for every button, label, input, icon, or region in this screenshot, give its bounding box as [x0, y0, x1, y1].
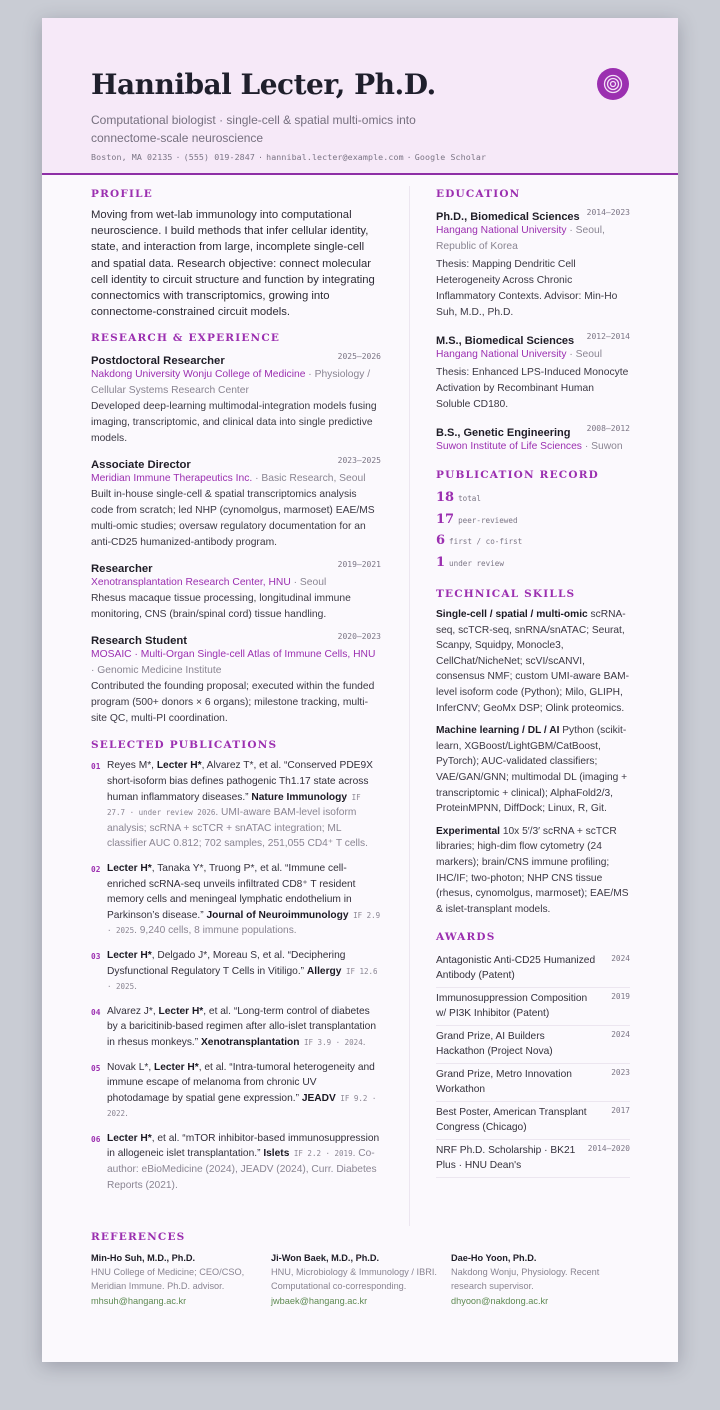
record-label: first / co-first: [449, 537, 523, 546]
skill-category: Machine learning / DL / AI: [436, 725, 560, 737]
publication-journal: Xenotransplantation: [201, 1036, 300, 1048]
award-year: 2024: [611, 1030, 630, 1040]
job-date: 2019–2021: [337, 560, 381, 570]
reference-email[interactable]: mhsuh@hangang.ac.kr: [91, 1295, 187, 1306]
reference-description: HNU College of Medicine; CEO/CSO, Meridian Immune. Ph.D. advisor.: [91, 1267, 245, 1292]
reference-description: HNU, Microbiology & Immunology / IBRI. Computational co-corresponding.: [271, 1267, 437, 1292]
references-section: [91, 1231, 631, 1308]
publication-impact: IF 2.9 · 2025: [107, 910, 381, 936]
education-header: [436, 423, 630, 439]
award-item: [436, 1102, 630, 1140]
publication-note: .: [134, 981, 137, 993]
organization-name: Nakdong University Wonju College of Medicine: [91, 369, 306, 381]
skill-list: Python (scikit-learn, XGBoost/LightGBM/CatBoost, PyTorch); AUC-validated classifiers; VAE/GAN/GNN; multimodal DL (imaging + transcriptomic + clinical); AlphaFold2/3, ProteinMPNN, DiffDock; Linux, R, Git.: [436, 725, 628, 815]
publication-item: [91, 758, 381, 852]
education-list: [436, 207, 630, 455]
publication-self-author: Lecter H*: [154, 1061, 199, 1073]
job-title: Researcher: [91, 563, 153, 576]
publication-note: . 9,240 cells, 8 immune populations.: [134, 925, 297, 937]
job-organization: [91, 471, 381, 487]
record-count: 1: [436, 554, 446, 570]
job-date: 2023–2025: [337, 456, 381, 466]
experience-item: [91, 351, 381, 447]
publication-authors-before: Reyes M*,: [107, 760, 157, 772]
award-item: [436, 950, 630, 988]
publication-title: , Delgado J*, Moreau S, et al. “Deciphering Dysfunctional Regulatory T Cells in Vitiligo.”: [107, 949, 346, 977]
award-item: [436, 1026, 630, 1064]
job-description: Contributed the founding proposal; executed within the funded program (500+ donors × 6 organs); milestone tracking, multi-site QC, multi-PI coordination.: [91, 681, 375, 725]
publication-number: 06: [91, 1134, 101, 1144]
award-name: Immunosuppression Composition w/ PI3K Inhibitor (Patent): [436, 993, 588, 1020]
references-heading: REFERENCES: [91, 1231, 186, 1243]
award-name: Grand Prize, Metro Innovation Workathon: [436, 1069, 572, 1096]
record-count: 18: [436, 490, 455, 505]
education-header: [436, 331, 630, 347]
organization-department: · Seoul: [290, 577, 327, 589]
publication-number: 01: [91, 762, 101, 772]
record-count: 6: [436, 533, 446, 548]
experience-header: [91, 455, 381, 471]
contact-line: Boston, MA 02135 · (555) 019-2847 · hannibal.lecter@example.com · Google Scholar: [91, 152, 487, 162]
organization-name: Meridian Immune Therapeutics Inc.: [91, 473, 253, 485]
experience-header: [91, 559, 381, 575]
reference-email[interactable]: dhyoon@nakdong.ac.kr: [451, 1295, 549, 1306]
education-item: [436, 423, 630, 455]
record-label: peer-reviewed: [458, 515, 518, 525]
publication-record-row: [436, 553, 630, 575]
skill-category: Single-cell / spatial / multi-omic: [436, 609, 588, 620]
publications-list: [91, 758, 381, 1193]
award-item: [436, 988, 630, 1026]
publication-self-author: Lecter H*: [156, 760, 202, 772]
job-title: Research Student: [91, 635, 188, 648]
column-divider: [409, 186, 410, 1226]
experience-list: [91, 351, 381, 727]
publication-journal: Allergy: [306, 965, 342, 977]
publication-self-author: Lecter H*: [158, 1005, 204, 1017]
publication-record-row: [436, 531, 630, 553]
job-description: Developed deep-learning multimodal-integration models fusing imaging, transcriptomic, and clinical data into single predictive models.: [91, 401, 377, 445]
organization-name: MOSAIC · Multi-Organ Single-cell Atlas of Immune Cells, HNU: [91, 649, 376, 661]
award-item: [436, 1064, 630, 1102]
award-year: 2017: [611, 1106, 630, 1116]
publication-self-author: Lecter H*: [107, 949, 152, 961]
contact-email[interactable]: hannibal.lecter@example.com: [266, 152, 404, 162]
right-column: [436, 188, 630, 1178]
education-date: 2012–2014: [586, 332, 630, 341]
award-year: 2019: [611, 992, 630, 1002]
school-name: Hangang National University: [436, 349, 567, 360]
left-column: [91, 188, 381, 1202]
record-label: under review: [449, 558, 504, 568]
publication-impact: IF 12.6 · 2025: [107, 966, 378, 992]
resume-page: [42, 18, 678, 1362]
publication-record-row: [436, 510, 630, 532]
school-location: · Seoul: [566, 349, 602, 360]
school-location: · Seoul, Republic of Korea: [436, 225, 605, 252]
publication-record-row: [436, 488, 630, 510]
education-item: [436, 207, 630, 321]
school-name: Hangang National University: [436, 225, 567, 236]
publication-journal: JEADV: [301, 1092, 336, 1104]
publication-item: [91, 861, 381, 939]
candidate-name: Hannibal Lecter, Ph.D.: [91, 68, 436, 101]
contact-phone: (555) 019-2847: [183, 152, 255, 162]
google-scholar-link[interactable]: Google Scholar: [414, 152, 487, 162]
publication-impact: IF 2.2 · 2019: [289, 1149, 353, 1159]
reference-item: [271, 1251, 451, 1308]
reference-name: Dae-Ho Yoon, Ph.D.: [451, 1253, 537, 1263]
publication-number: 03: [91, 951, 101, 961]
skill-group: [436, 607, 630, 716]
publication-authors-before: Novak L*,: [107, 1061, 154, 1073]
publication-number: 04: [91, 1007, 101, 1017]
publication-title: , Alvarez T*, et al. “Conserved PDE9X short-isoform bias defines pathogenic Th1.17 state across human inflammatory diseases.”: [107, 760, 373, 803]
record-count: 17: [436, 511, 455, 527]
publication-note: .: [362, 1036, 366, 1048]
award-name: Grand Prize, AI Builders Hackathon (Project Nova): [436, 1031, 553, 1058]
publication-impact: IF 27.7 · under review 2026: [107, 792, 361, 818]
job-organization: [91, 647, 381, 679]
publication-number: 05: [91, 1063, 101, 1073]
publication-item: [91, 948, 381, 995]
school-line: [436, 439, 630, 455]
job-organization: [91, 575, 381, 591]
degree: B.S., Genetic Engineering: [436, 427, 571, 439]
publication-title: , et al. “mTOR inhibitor-based immunosuppression in allogeneic islet transplantation.”: [107, 1132, 380, 1160]
publication-item: [91, 1060, 381, 1122]
publication-note: . UMI-aware BAM-level isoform analysis; scRNA + scTCR + snATAC integration; ML classifier AUC 0.812; 702 samples, 251,055 CD4⁺ T cells.: [107, 807, 368, 850]
experience-item: [91, 559, 381, 623]
school-location: · Suwon: [581, 441, 623, 452]
job-date: 2025–2026: [337, 352, 381, 362]
organization-name: Xenotransplantation Research Center, HNU: [91, 577, 291, 589]
reference-email[interactable]: jwbaek@hangang.ac.kr: [271, 1295, 368, 1306]
experience-heading: RESEARCH & EXPERIENCE: [91, 332, 281, 345]
concentric-circles-icon: [597, 68, 629, 100]
publication-impact: IF 9.2 · 2022: [107, 1093, 377, 1119]
organization-department: · Genomic Medicine Institute: [91, 665, 222, 677]
reference-name: Ji-Won Baek, M.D., Ph.D.: [271, 1253, 380, 1263]
publication-title: , et al. “Long-term control of diabetes by a baricitinib-based regimen after allo-islet transplantation in rhesus monkeys.”: [107, 1005, 376, 1048]
publication-authors-before: Alvarez J*,: [107, 1005, 159, 1017]
publications-heading: SELECTED PUBLICATIONS: [91, 739, 278, 752]
reference-item: [91, 1251, 271, 1308]
skills-heading: TECHNICAL SKILLS: [436, 588, 576, 600]
award-name: Antagonistic Anti-CD25 Humanized Antibody (Patent): [436, 955, 596, 982]
organization-department: · Basic Research, Seoul: [252, 473, 366, 485]
degree: Ph.D., Biomedical Sciences: [436, 211, 580, 223]
skills-list: [436, 607, 630, 917]
header: [42, 18, 678, 175]
thesis: Thesis: Enhanced LPS-Induced Monocyte Activation by Recombinant Human Soluble CD180.: [436, 367, 629, 410]
reference-description: Nakdong Wonju, Physiology. Recent research supervisor.: [451, 1267, 600, 1292]
award-item: [436, 1140, 630, 1178]
job-description: Rhesus macaque tissue processing, longitudinal immune monitoring, CNS (brain/spinal cord) tissue handling.: [91, 593, 351, 621]
award-year: 2023: [611, 1068, 630, 1078]
publication-note: .: [125, 1108, 128, 1120]
award-name: Best Poster, American Transplant Congress (Chicago): [436, 1107, 587, 1134]
award-year: 2024: [611, 954, 630, 964]
education-item: [436, 331, 630, 413]
degree: M.S., Biomedical Sciences: [436, 335, 575, 347]
awards-list: [436, 950, 630, 1178]
skill-group: [436, 824, 630, 918]
publication-journal: Journal of Neuroimmunology: [206, 909, 349, 921]
job-description: Built in-house single-cell & spatial transcriptomics analysis code from scratch; led NHP (cynomolgus, marmoset) EAE/MS multi-omic studies; oversaw regulatory documentation for an anti-CD25 humanized-antibody program.: [91, 489, 375, 549]
publication-self-author: Lecter H*: [107, 1132, 152, 1144]
award-name: NRF Ph.D. Scholarship · BK21 Plus · HNU Dean's: [436, 1145, 576, 1172]
education-header: [436, 207, 630, 223]
awards-heading: AWARDS: [436, 931, 496, 944]
publication-number: 02: [91, 864, 101, 874]
skill-list: 10x 5′/3′ scRNA + scTCR libraries; high-dim flow cytometry (24 markers); brain/CNS immune profiling; IHC/IF; two-photon; NHP CNS tissue (rhesus, cynomolgus, marmoset); EAE/MS & islet-transplant models.: [436, 825, 629, 915]
experience-header: [91, 631, 381, 647]
experience-item: [91, 455, 381, 551]
publication-record-list: [436, 488, 630, 574]
publication-title: , et al. “Intra-tumoral heterogeneity and immune escape of melanoma from chronic UV photodamage by spatial gene expression.”: [107, 1061, 375, 1104]
school-line: [436, 223, 630, 255]
job-date: 2020–2023: [337, 632, 381, 642]
profile-heading: PROFILE: [91, 188, 153, 200]
publication-item: [91, 1131, 381, 1193]
publication-note: . Co-author: eBioMedicine (2024), JEADV (2024), Curr. Diabetes Reports (2021).: [107, 1148, 377, 1191]
education-date: 2008–2012: [586, 424, 630, 433]
profile-text: Moving from wet-lab immunology into computational neuroscience. I build methods that infer cellular identity, state, and interaction from large, incomplete single-cell and spatial data. Research objective: connect molecular cell identity to circuit structure and function by integrating connectomics with transcriptomics, growing into connectome-constrained circuit models.: [91, 209, 375, 319]
job-organization: [91, 367, 381, 399]
reference-item: [451, 1251, 631, 1308]
record-label: total: [458, 494, 481, 503]
organization-department: · Physiology / Cellular Systems Research Center: [91, 369, 371, 397]
skill-list: scRNA-seq, scTCR-seq, snRNA/snATAC; Seurat, Scanpy, Squidpy, Monocle3, CellChat/NicheNet; scVI/scANVI, consensus NMF; custom UMI-aware BAM-level isoform code (Python); Milo, GLIPH, InferCNV; GeoMx DSP; Olink proteomics.: [436, 609, 630, 714]
contact-location: Boston, MA 02135: [91, 152, 173, 162]
experience-header: [91, 351, 381, 367]
publication-journal: Islets: [263, 1148, 290, 1160]
education-heading: EDUCATION: [436, 188, 521, 200]
publication-record-heading: PUBLICATION RECORD: [436, 469, 599, 481]
publication-item: [91, 1004, 381, 1051]
job-title: Postdoctoral Researcher: [91, 355, 225, 368]
references-list: [91, 1251, 631, 1308]
reference-name: Min-Ho Suh, M.D., Ph.D.: [91, 1253, 196, 1263]
job-title: Associate Director: [91, 459, 191, 472]
school-line: [436, 347, 630, 363]
thesis: Thesis: Mapping Dendritic Cell Heterogeneity Across Chronic Inflammatory Contexts. Advisor: Min-Ho Suh, M.D., Ph.D.: [436, 259, 618, 318]
publication-journal: Nature Immunology: [251, 791, 348, 803]
award-year: 2014–2020: [587, 1144, 630, 1154]
school-name: Suwon Institute of Life Sciences: [436, 441, 582, 452]
experience-item: [91, 631, 381, 727]
skill-category: Experimental: [436, 825, 500, 837]
publication-impact: IF 3.9 · 2024: [299, 1037, 363, 1047]
publication-title: , Tanaka Y*, Truong P*, et al. “Immune cell-enriched scRNA-seq unveils infiltrated CD8⁺ T resident memory cells and meningeal lymphatic endothelium in Parkinson’s disease.”: [107, 862, 356, 921]
publication-self-author: Lecter H*: [107, 862, 152, 874]
education-date: 2014–2023: [586, 208, 630, 217]
tagline: Computational biologist · single-cell & spatial multi-omics into connectome-scale neuroscience: [91, 113, 416, 145]
skill-group: [436, 723, 630, 817]
